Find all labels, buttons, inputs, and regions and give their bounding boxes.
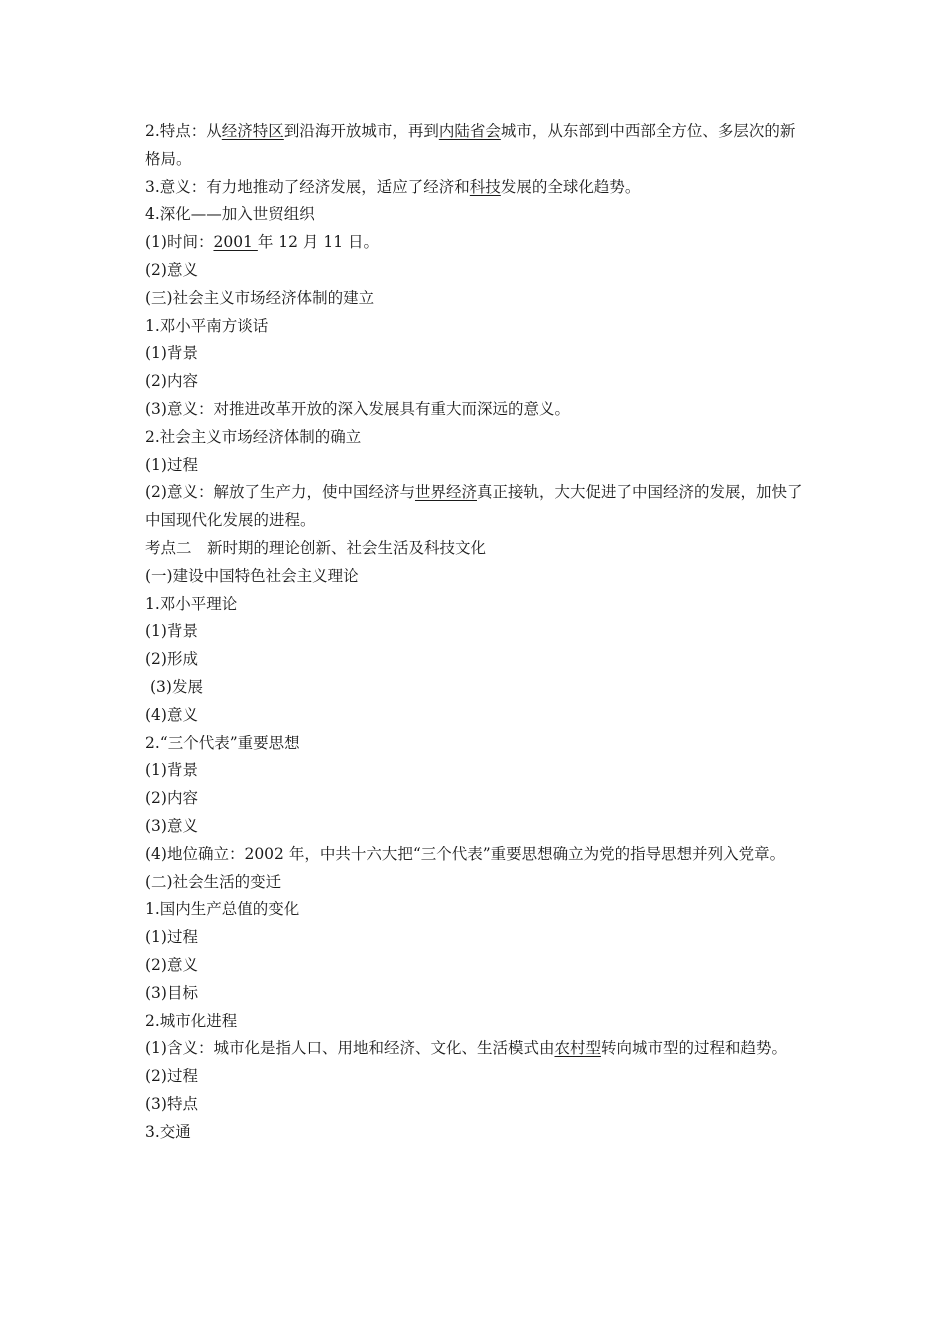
text-span: (1)含义：城市化是指人口、用地和经济、文化、生活模式由: [145, 1039, 555, 1058]
text-span: 真正接轨，大大促进了中国经济的发展，加快了中国现代化发展的进程。: [145, 483, 803, 530]
text-line: [145, 1063, 810, 1091]
text-line: [145, 174, 810, 202]
text-span: (1)背景: [145, 344, 198, 363]
text-span: 年 12 月 11 日。: [257, 233, 379, 252]
text-line: [145, 1008, 810, 1036]
text-line: [145, 340, 810, 368]
document-body: [145, 118, 810, 1146]
text-span: 考点二 新时期的理论创新、社会生活及科技文化: [145, 538, 487, 557]
text-span: 3.交通: [145, 1122, 191, 1141]
text-span: 城市，从东部到中西部全方位、多层次的新格局。: [145, 122, 796, 168]
text-span: (1)背景: [145, 761, 198, 780]
text-line: [145, 618, 810, 646]
text-line: [145, 118, 810, 174]
text-line: [145, 702, 810, 730]
text-span: 2.社会主义市场经济体制的确立: [145, 427, 362, 446]
text-span: 1.国内生产总值的变化: [145, 900, 300, 919]
underlined-term: 2001: [213, 233, 258, 252]
text-span: 3.意义：有力地推动了经济发展，适应了经济和: [145, 177, 470, 196]
text-line: [145, 785, 810, 813]
text-span: (3)发展: [150, 677, 203, 696]
text-line: [145, 1035, 810, 1063]
text-line: [145, 396, 810, 424]
text-line: [145, 535, 810, 563]
text-line: [145, 591, 810, 619]
text-span: (4)意义: [145, 705, 198, 724]
text-span: (2)意义: [145, 955, 198, 974]
text-line: [145, 674, 810, 702]
underlined-term: 经济特区: [221, 122, 284, 140]
text-span: 2.城市化进程: [145, 1011, 238, 1030]
text-span: (1)过程: [145, 455, 198, 474]
text-span: (3)意义：对推进改革开放的深入发展具有重大而深远的意义。: [145, 399, 570, 418]
text-line: [145, 646, 810, 674]
text-line: [145, 368, 810, 396]
text-span: (3)意义: [145, 816, 198, 835]
text-span: (2)形成: [145, 650, 198, 669]
text-line: [145, 452, 810, 480]
text-line: [145, 757, 810, 785]
text-span: (3)目标: [145, 983, 198, 1002]
text-span: 发展的全球化趋势。: [500, 177, 641, 196]
text-span: (一)建设中国特色社会主义理论: [145, 566, 359, 585]
text-span: (3)特点: [145, 1094, 198, 1113]
text-span: (2)内容: [145, 789, 198, 808]
text-span: 转向城市型的过程和趋势。: [600, 1039, 787, 1058]
text-line: [145, 285, 810, 313]
underlined-term: 世界经济: [414, 483, 477, 502]
text-line: [145, 1091, 810, 1119]
text-span: 1.邓小平理论: [145, 594, 238, 613]
text-line: [145, 841, 810, 869]
text-line: [145, 980, 810, 1008]
text-line: [145, 1119, 810, 1147]
text-line: [145, 424, 810, 452]
underlined-term: 科技: [469, 177, 501, 196]
text-line: [145, 924, 810, 952]
text-span: 4.深化——加入世贸组织: [145, 205, 315, 224]
text-span: 2.“三个代表”重要思想: [145, 733, 300, 752]
text-span: (1)背景: [145, 622, 198, 641]
text-span: (1)过程: [145, 928, 198, 947]
text-line: [145, 479, 810, 535]
text-span: 1.邓小平南方谈话: [145, 316, 269, 335]
text-line: [145, 563, 810, 591]
text-span: (2)意义: [145, 260, 198, 279]
text-line: [145, 952, 810, 980]
text-line: [145, 869, 810, 897]
text-line: [145, 813, 810, 841]
text-span: (三)社会主义市场经济体制的建立: [145, 288, 375, 307]
text-line: [145, 201, 810, 229]
text-span: (二)社会生活的变迁: [145, 872, 282, 891]
text-line: [145, 896, 810, 924]
text-span: (2)内容: [145, 372, 198, 391]
text-line: [145, 313, 810, 341]
text-span: (1)时间：: [145, 233, 214, 252]
text-span: (2)意义：解放了生产力，使中国经济与: [145, 483, 415, 502]
text-span: (2)过程: [145, 1067, 198, 1086]
text-line: [145, 229, 810, 257]
text-line: [145, 730, 810, 758]
text-line: [145, 257, 810, 285]
underlined-term: 内陆省会: [438, 122, 501, 140]
text-span: 到沿海开放城市，再到: [283, 122, 439, 140]
text-span: 2.特点：从: [145, 122, 222, 140]
underlined-term: 农村型: [554, 1039, 601, 1058]
text-span: (4)地位确立：2002 年，中共十六大把“三个代表”重要思想确立为党的指导思想并列入党章。: [145, 844, 786, 863]
